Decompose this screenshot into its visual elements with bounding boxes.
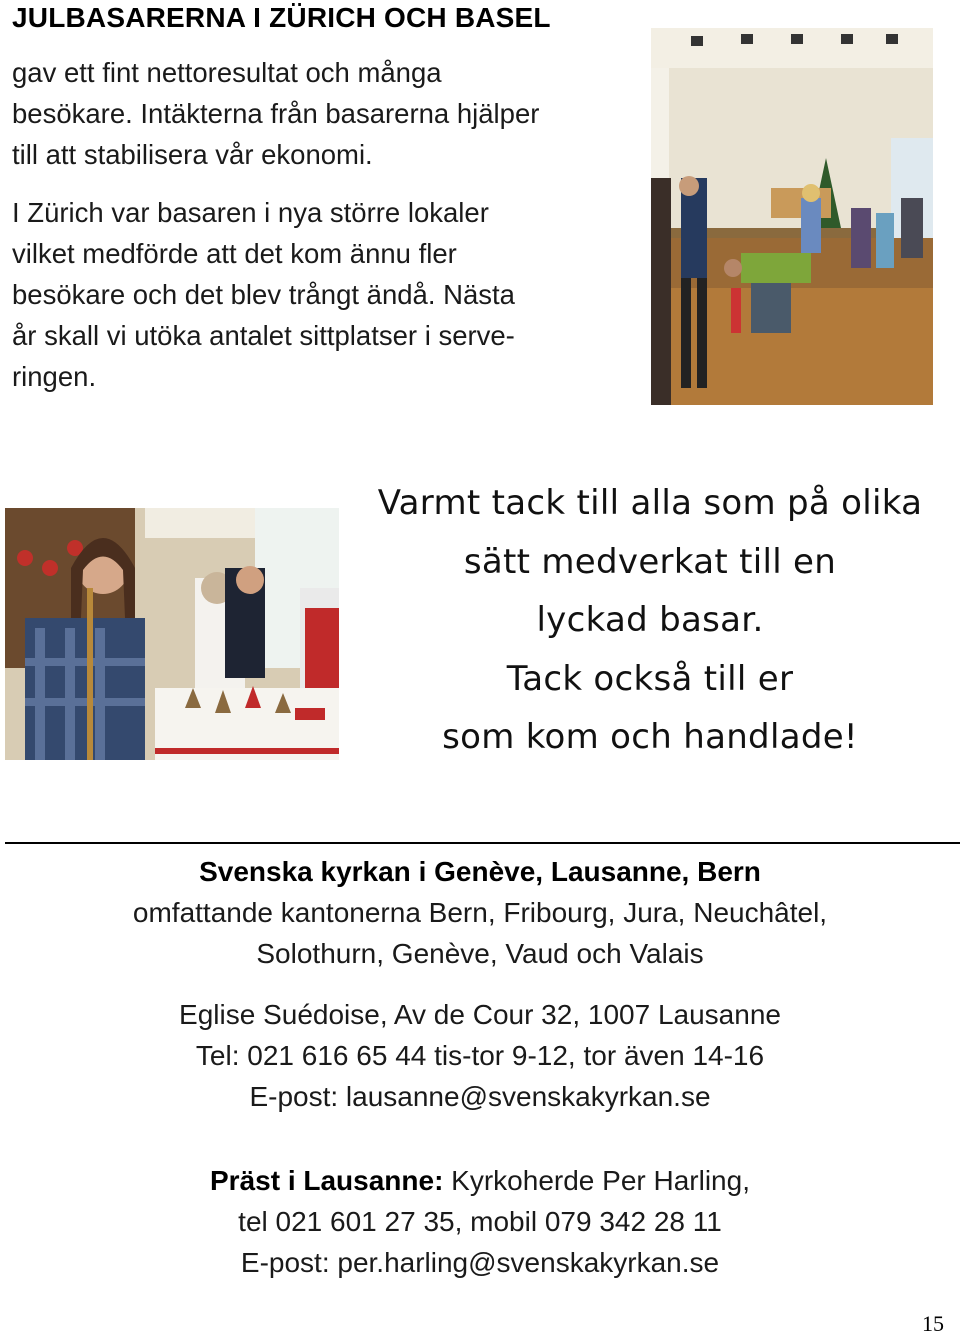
text-line: ringen.	[12, 361, 97, 392]
page-number: 15	[922, 1311, 944, 1336]
priest-line	[0, 1160, 960, 1201]
text-line: gav ett fint nettoresultat och många	[12, 57, 442, 88]
parish-scope-line: omfattande kantonerna Bern, Fribourg, Jura, Neuchâtel,	[132, 897, 828, 928]
parish-email[interactable]: E-post: lausanne@svenskakyrkan.se	[249, 1081, 711, 1112]
thanks-line: lyckad basar.	[536, 600, 764, 640]
craft-stall-photo	[5, 508, 339, 760]
zurich-paragraph	[12, 192, 515, 397]
text-line: besökare och det blev trångt ändå. Nästa	[12, 279, 515, 310]
parish-scope-line: Solothurn, Genève, Vaud och Valais	[256, 938, 704, 969]
text-line: till att stabilisera vår ekonomi.	[12, 139, 373, 170]
priest-label: Präst i Lausanne:	[210, 1165, 444, 1196]
parish-phone: Tel: 021 616 65 44 tis-tor 9-12, tor även 14-16	[195, 1040, 765, 1071]
parish-address: Eglise Suédoise, Av de Cour 32, 1007 Lausanne	[179, 999, 781, 1030]
thanks-line: sätt medverkat till en	[463, 541, 837, 582]
priest-phone: tel 021 601 27 35, mobil 079 342 28 11	[238, 1206, 722, 1237]
text-line: I Zürich var basaren i nya större lokaler	[12, 197, 489, 228]
parish-info	[0, 851, 960, 974]
text-line: besökare. Intäkterna från basarerna hjälper	[12, 98, 540, 129]
intro-paragraph	[12, 52, 539, 175]
thanks-line: Varmt tack till alla som på olika	[377, 483, 923, 523]
thank-you-message	[370, 474, 930, 767]
priest-contact	[0, 1160, 960, 1283]
parish-name: Svenska kyrkan i Genève, Lausanne, Bern	[199, 856, 761, 887]
text-line: år skall vi utöka antalet sittplatser i serve-	[12, 320, 515, 351]
priest-email[interactable]: E-post: per.harling@svenskakyrkan.se	[240, 1247, 720, 1278]
priest-name: Kyrkoherde Per Harling,	[443, 1165, 750, 1196]
section-divider	[5, 842, 960, 844]
bazaar-hall-photo	[651, 28, 933, 405]
parish-contact	[0, 994, 960, 1117]
thanks-line: Tack också till er	[506, 658, 794, 699]
thanks-line: som kom och handlade!	[442, 717, 858, 757]
article-headline: JULBASARERNA I ZÜRICH OCH BASEL	[12, 2, 551, 33]
text-line: vilket medförde att det kom ännu fler	[12, 238, 457, 269]
